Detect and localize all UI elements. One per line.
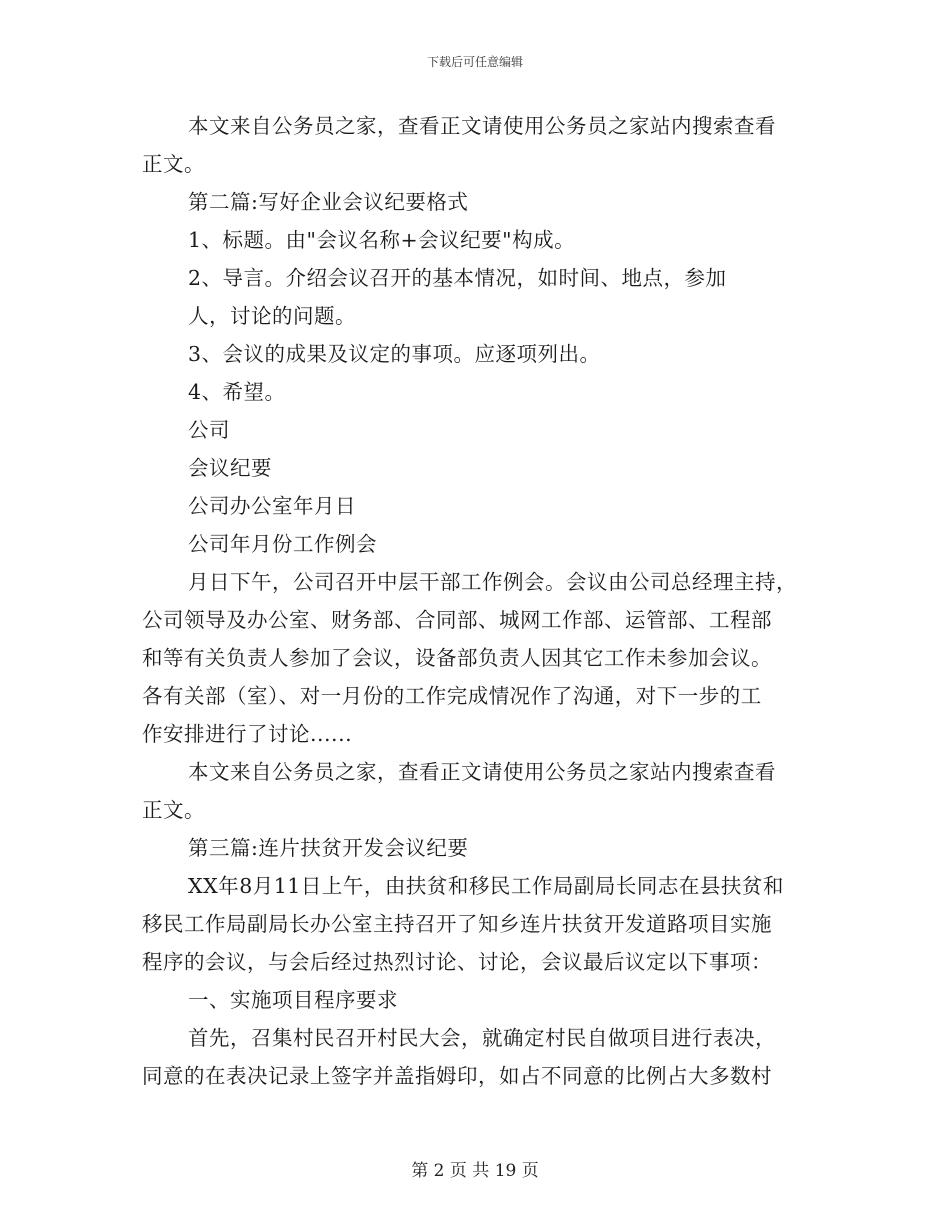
section-heading: 第二篇:写好企业会议纪要格式 xyxy=(188,190,469,214)
body-line: 移民工作局副局长办公室主持召开了知乡连片扶贫开发道路项目实施 xyxy=(142,912,772,936)
body-line: 本文来自公务员之家，查看正文请使用公务员之家站内搜索查看 xyxy=(188,114,776,138)
body-line: 公司年月份工作例会 xyxy=(188,532,377,556)
body-line: 和等有关负责人参加了会议，设备部负责人因其它工作未参加会议。 xyxy=(142,646,772,670)
body-line: 人，讨论的问题。 xyxy=(188,304,356,328)
body-line: 正文。 xyxy=(142,798,205,822)
body-line: 首先，召集村民召开村民大会，就确定村民自做项目进行表决， xyxy=(188,1026,776,1050)
body-line: 正文。 xyxy=(142,152,205,176)
body-line: 公司领导及办公室、财务部、合同部、城网工作部、运管部、工程部 xyxy=(142,608,772,632)
body-line: 同意的在表决记录上签字并盖指姆印，如占不同意的比例占大多数村 xyxy=(142,1064,772,1088)
page-header: 下载后可任意编辑 xyxy=(426,55,523,69)
page-number-footer: 第 2 页 共 19 页 xyxy=(411,1161,539,1181)
body-line: 2、导言。介绍会议召开的基本情况，如时间、地点，参加 xyxy=(188,266,727,290)
body-line: 公司 xyxy=(188,418,230,442)
body-line: 月日下午，公司召开中层干部工作例会。会议由公司总经理主持， xyxy=(188,570,797,594)
section-heading: 第三篇:连片扶贫开发会议纪要 xyxy=(188,836,469,860)
body-line: 公司办公室年月日 xyxy=(188,494,356,518)
body-line: 3、会议的成果及议定的事项。应逐项列出。 xyxy=(188,342,601,366)
body-line: 本文来自公务员之家，查看正文请使用公务员之家站内搜索查看 xyxy=(188,760,776,784)
body-line: 4、希望。 xyxy=(188,380,286,404)
body-line: 各有关部（室）、对一月份的工作完成情况作了沟通，对下一步的工 xyxy=(142,684,762,708)
body-line: 1、标题。由"会议名称+会议纪要"构成。 xyxy=(188,228,576,252)
body-line: 会议纪要 xyxy=(188,456,272,480)
body-line: 作安排进行了讨论...... xyxy=(142,722,353,746)
body-line: 一、实施项目程序要求 xyxy=(188,988,398,1012)
body-line: 程序的会议，与会后经过热烈讨论、讨论，会议最后议定以下事项： xyxy=(142,950,772,974)
body-line: XX年8月11日上午，由扶贫和移民工作局副局长同志在县扶贫和 xyxy=(188,874,784,898)
